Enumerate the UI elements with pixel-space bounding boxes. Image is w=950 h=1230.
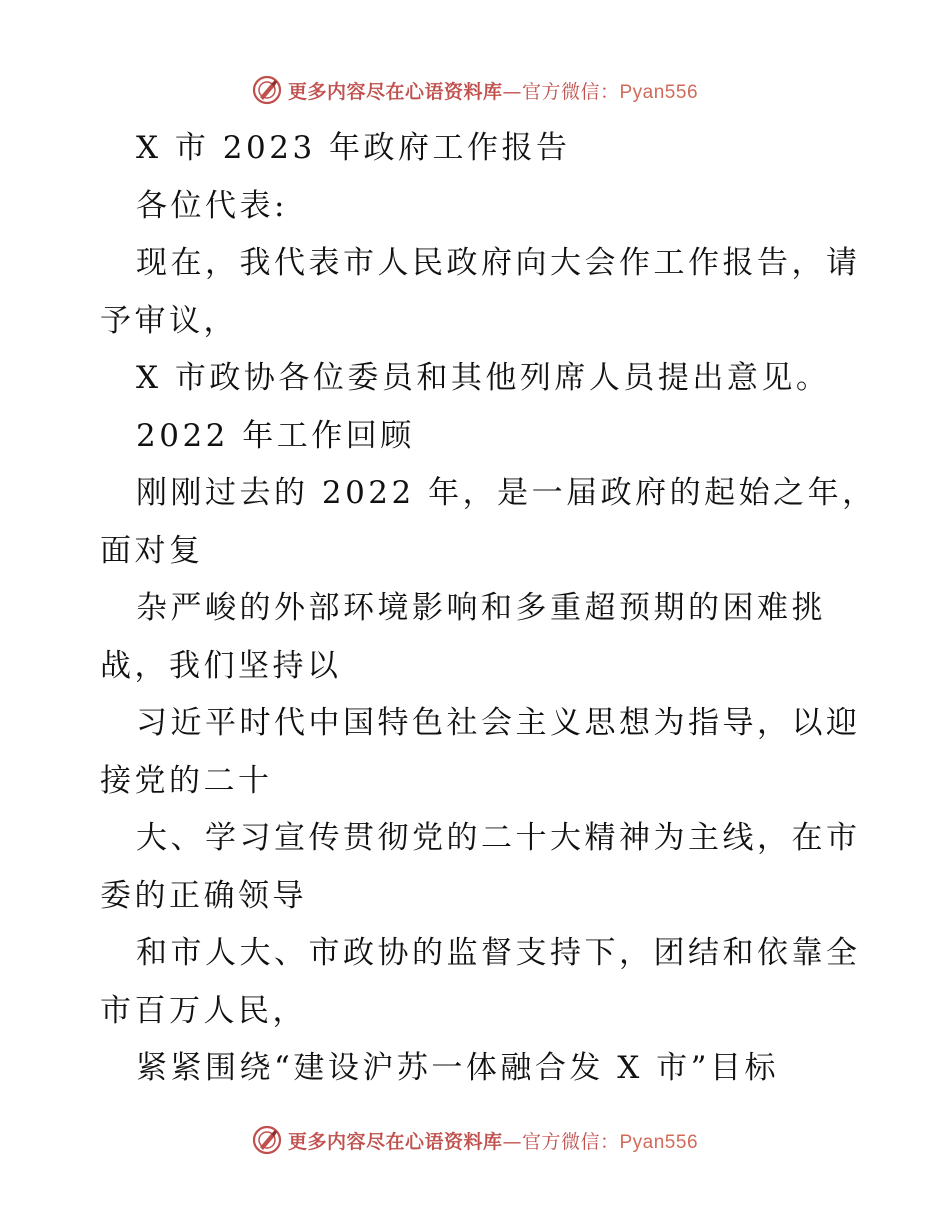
- watermark-site: 更多内容尽在心语资料库: [287, 80, 503, 103]
- document-line: 现在，我代表市人民政府向大会作工作报告，请: [136, 245, 861, 281]
- document-line: 面对复: [100, 532, 204, 569]
- document-line: 刚刚过去的 2022 年，是一届政府的起始之年，: [136, 475, 877, 511]
- watermark-footer: [0, 1122, 950, 1158]
- document-line: 接党的二十: [100, 762, 273, 799]
- watermark-text: [288, 77, 698, 104]
- watermark-id: Pyan556: [619, 81, 699, 103]
- watermark-label: 官方微信：: [521, 1130, 620, 1153]
- watermark-label: 官方微信：: [521, 80, 620, 103]
- document-line: 委的正确领导: [100, 877, 307, 914]
- watermark-header: [0, 72, 950, 108]
- watermark-id: Pyan556: [619, 1131, 699, 1153]
- document-body: [100, 120, 877, 1098]
- document-line: 市百万人民，: [100, 992, 307, 1029]
- document-line: X 市 2023 年政府工作报告: [136, 130, 571, 166]
- document-line: 2022 年工作回顾: [136, 417, 415, 454]
- watermark-dash: —: [502, 80, 522, 103]
- document-line: 杂严峻的外部环境影响和多重超预期的困难挑: [136, 590, 826, 626]
- watermark-dash: —: [502, 1130, 522, 1153]
- document-line: 予审议，: [100, 302, 238, 339]
- pen-logo-icon: [252, 1125, 282, 1155]
- document-line: 战，我们坚持以: [100, 647, 342, 684]
- document-line: 大、学习宣传贯彻党的二十大精神为主线，在市: [136, 820, 861, 856]
- watermark-text: [288, 1127, 698, 1154]
- watermark-site: 更多内容尽在心语资料库: [287, 1130, 503, 1153]
- document-line: 紧紧围绕“建设沪苏一体融合发 X 市”目标: [136, 1050, 779, 1086]
- document-line: 习近平时代中国特色社会主义思想为指导，以迎: [136, 705, 861, 741]
- document-line: 各位代表:: [136, 187, 288, 224]
- pen-logo-icon: [252, 75, 282, 105]
- document-line: 和市人大、市政协的监督支持下，团结和依靠全: [136, 935, 861, 971]
- document-line: X 市政协各位委员和其他列席人员提出意见。: [136, 360, 831, 396]
